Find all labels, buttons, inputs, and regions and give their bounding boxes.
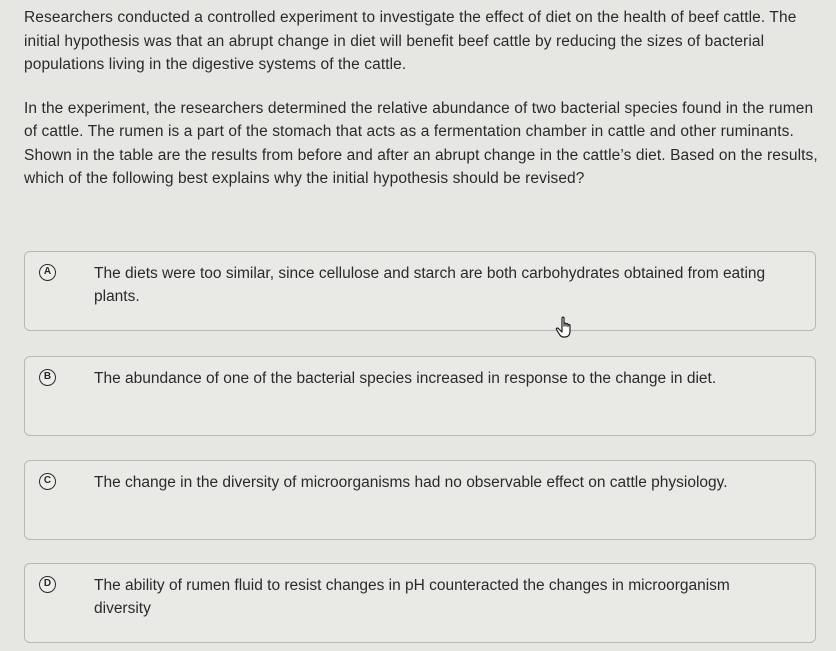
choice-text-b: The abundance of one of the bacterial species increased in response to the change in diet.	[94, 370, 717, 387]
answer-choice-c[interactable]	[24, 460, 816, 540]
choice-letter-a: A	[39, 264, 56, 281]
choice-letter-b: B	[39, 369, 56, 386]
question-stem	[24, 6, 824, 191]
answer-choice-a[interactable]	[24, 251, 816, 331]
answer-choice-b[interactable]	[24, 356, 816, 436]
answer-choice-d[interactable]	[24, 563, 816, 643]
choice-text-c: The change in the diversity of microorganisms had no observable effect on cattle physiology.	[94, 474, 728, 491]
question-paragraph-1: Researchers conducted a controlled experiment to investigate the effect of diet on the health of beef cattle. The initial hypothesis was that an abrupt change in diet will benefit beef cattle by reducing the sizes of bacterial populations living in the digestive systems of the cattle.	[24, 9, 797, 73]
choice-letter-d: D	[39, 576, 56, 593]
choice-letter-c: C	[39, 473, 56, 490]
hand-pointer-icon	[555, 316, 577, 340]
question-paragraph-2: In the experiment, the researchers determined the relative abundance of two bacterial species found in the rumen of cattle. The rumen is a part of the stomach that acts as a fermentation chamber in cattle and other ruminants. Shown in the table are the results from before and after an abrupt change in the cattle’s diet. Based on the results, which of the following best explains why the initial hypothesis should be revised?	[24, 99, 818, 187]
choice-text-d: The ability of rumen fluid to resist changes in pH counteracted the changes in microorganism diversity	[94, 577, 730, 617]
choice-text-a: The diets were too similar, since cellulose and starch are both carbohydrates obtained from eating plants.	[94, 265, 766, 305]
